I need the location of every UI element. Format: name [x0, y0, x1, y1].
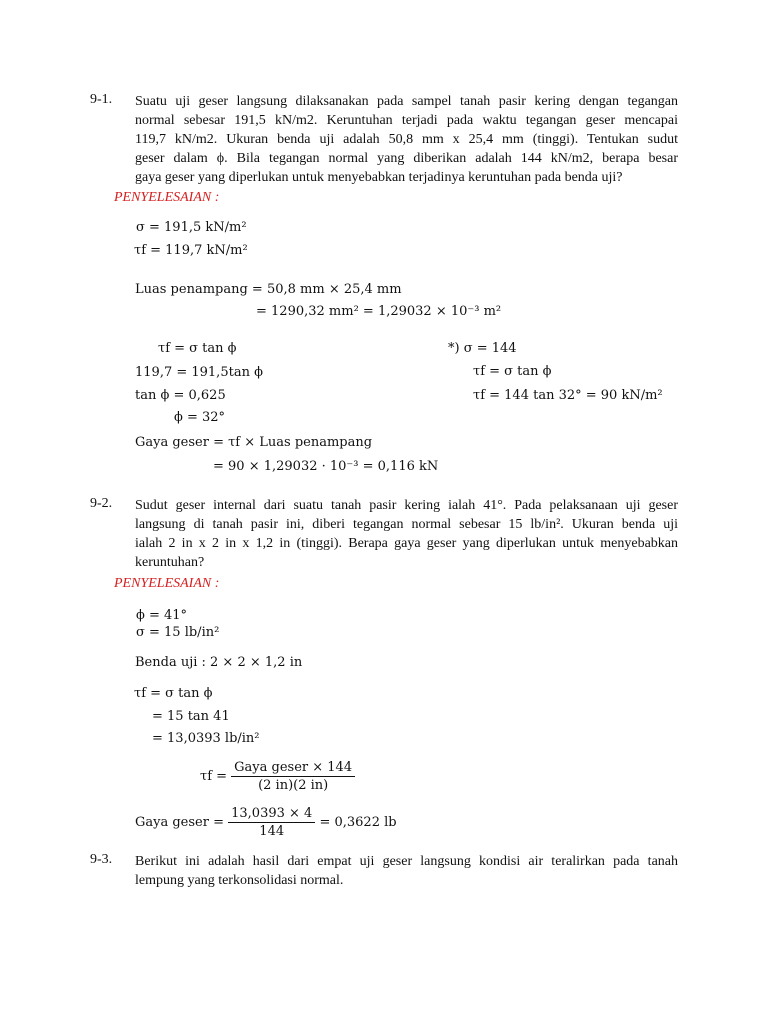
text-line: gaya geser yang diperlukan untuk menyebabkan terjadinya keruntuhan pada benda uji?: [135, 170, 623, 185]
fraction: [231, 760, 355, 793]
numerator: Gaya geser × 144: [231, 760, 355, 777]
text-line: Suatu uji geser langsung dilaksanakan pada sampel tanah pasir kering dengan tegangan: [135, 94, 678, 109]
problem-number: 9-1.: [90, 92, 113, 107]
equation: τf = σ tan ϕ: [473, 364, 552, 379]
fraction-equation: [200, 760, 355, 793]
equation: = 90 × 1,29032 · 10⁻³ = 0,116 kN: [213, 459, 439, 474]
text-line: lempung yang terkonsolidasi normal.: [135, 873, 344, 888]
fraction-equation: [135, 806, 397, 839]
equation: = 1290,32 mm² = 1,29032 × 10⁻³ m²: [256, 304, 502, 319]
solution-label: PENYELESAIAN :: [114, 190, 220, 205]
equation: ϕ = 41°: [136, 608, 188, 623]
problem-text: [135, 496, 678, 572]
text-line: geser dalam ϕ. Bila tegangan normal yang diberikan adalah 144 kN/m2, berapa besar: [135, 151, 678, 166]
equation: τf = 119,7 kN/m²: [134, 243, 248, 258]
equation: = 15 tan 41: [152, 709, 230, 724]
equation: Gaya geser = τf × Luas penampang: [135, 435, 373, 450]
equation: σ = 15 lb/in²: [136, 625, 220, 640]
equation: τf = 144 tan 32° = 90 kN/m²: [473, 388, 663, 403]
equation-lhs: Gaya geser =: [135, 815, 224, 830]
equation: = 13,0393 lb/in²: [152, 731, 260, 746]
denominator: (2 in)(2 in): [258, 778, 329, 793]
text-line: 119,7 kN/m2. Ukuran benda uji adalah 50,8 mm x 25,4 mm (tinggi). Tentukan sudut: [135, 132, 678, 147]
equation: τf = σ tan ϕ: [134, 686, 213, 701]
text-line: normal sebesar 191,5 kN/m2. Keruntuhan terjadi pada waktu tegangan geser mencapai: [135, 113, 678, 128]
text-line: Berikut ini adalah hasil dari empat uji geser langsung kondisi air teralirkan pada tanah: [135, 854, 678, 869]
problem-text: [135, 852, 678, 890]
equation: ϕ = 32°: [174, 410, 226, 425]
equation-lhs: τf =: [200, 769, 228, 784]
equation: 119,7 = 191,5tan ϕ: [135, 365, 263, 380]
text-line: Sudut geser internal dari suatu tanah pasir kering ialah 41°. Pada pelaksanaan uji geser: [135, 498, 678, 513]
equation-rhs: = 0,3622 lb: [319, 815, 397, 830]
problem-text: [135, 92, 678, 187]
equation: Luas penampang = 50,8 mm × 25,4 mm: [135, 282, 402, 297]
numerator: 13,0393 × 4: [228, 806, 315, 823]
equation: tan ϕ = 0,625: [135, 388, 226, 403]
solution-label: PENYELESAIAN :: [114, 576, 220, 591]
fraction: [228, 806, 315, 839]
equation: σ = 191,5 kN/m²: [136, 220, 247, 235]
denominator: 144: [259, 824, 285, 839]
text-line: ialah 2 in x 2 in x 1,2 in (tinggi). Berapa gaya geser yang diperlukan untuk menyebabkan: [135, 536, 678, 551]
problem-number: 9-3.: [90, 852, 113, 867]
equation: τf = σ tan ϕ: [158, 341, 237, 356]
equation: *) σ = 144: [448, 341, 517, 356]
equation: Benda uji : 2 × 2 × 1,2 in: [135, 655, 303, 670]
problem-number: 9-2.: [90, 496, 113, 511]
text-line: keruntuhan?: [135, 555, 205, 570]
text-line: langsung di tanah pasir ini, diberi tegangan normal sebesar 15 lb/in². Ukuran benda uji: [135, 517, 678, 532]
